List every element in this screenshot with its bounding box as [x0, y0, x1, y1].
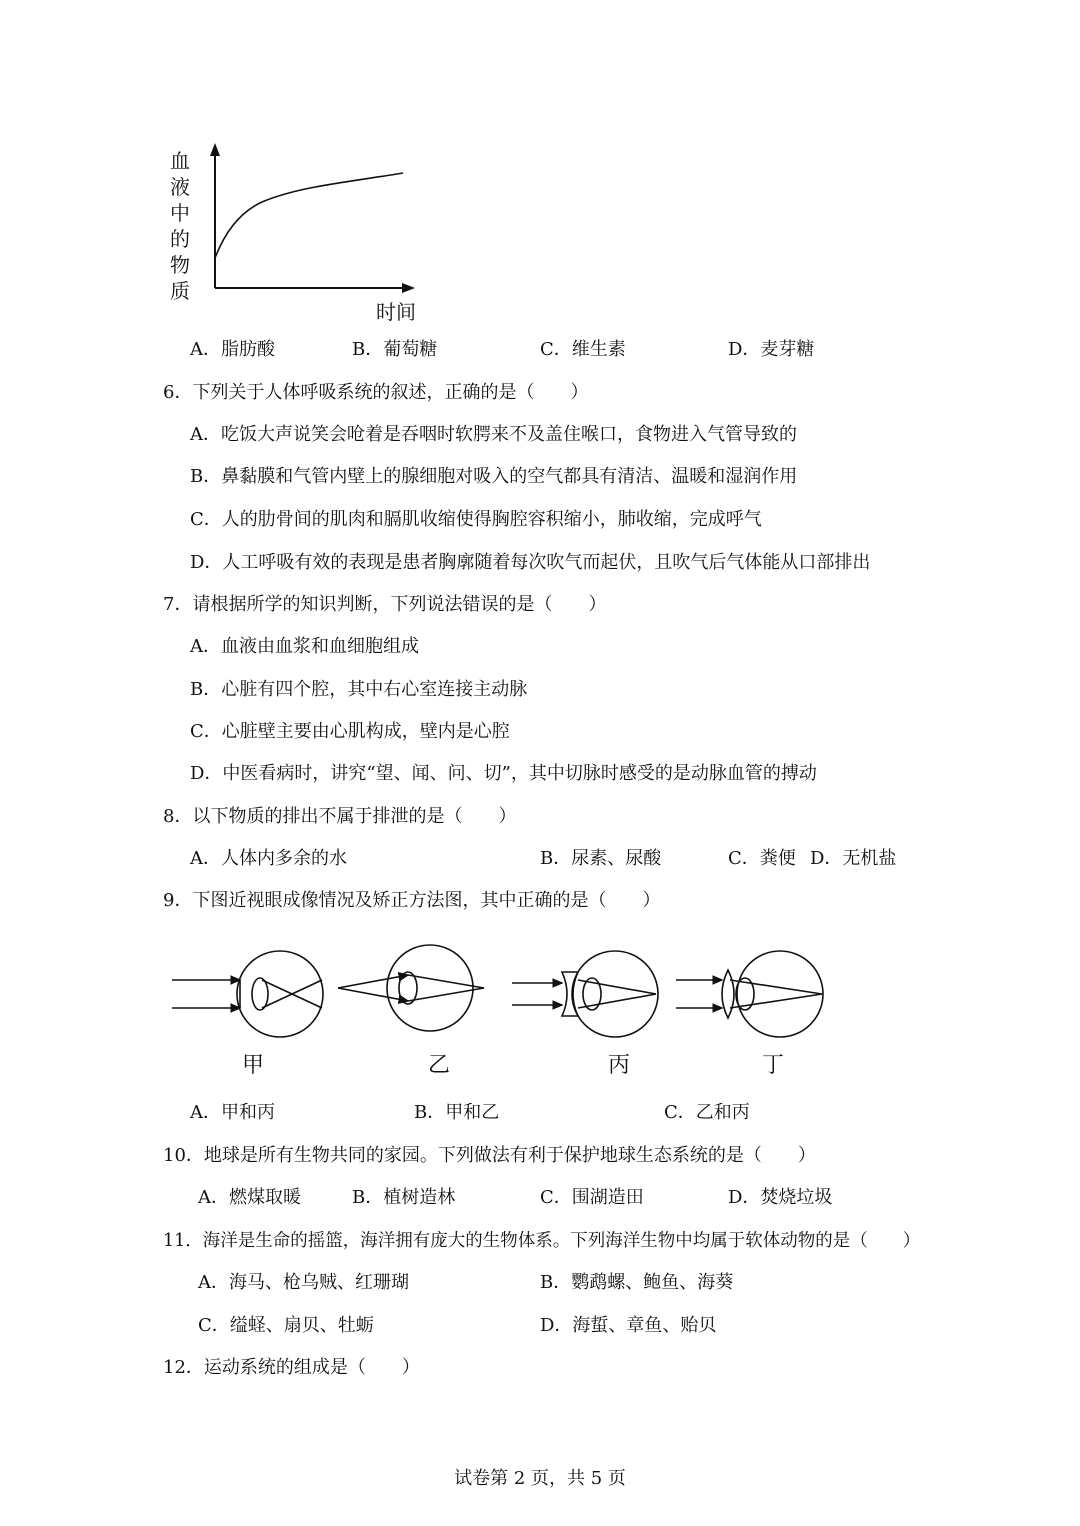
- eye-label-yi: 乙: [428, 1053, 451, 1078]
- q10-option-d: D．焚烧垃圾: [728, 1187, 833, 1208]
- q9-option-b: B．甲和乙: [414, 1102, 500, 1123]
- q7-option-b: B．心脏有四个腔，其中右心室连接主动脉: [190, 679, 528, 700]
- q6-option-c: C．人的肋骨间的肌肉和膈肌收缩使得胸腔容积缩小，肺收缩，完成呼气: [190, 509, 762, 530]
- q5-option-d: D．麦芽糖: [728, 339, 815, 360]
- chart-curve: [215, 173, 403, 258]
- q6-stem: 6．下列关于人体呼吸系统的叙述，正确的是（ ）: [163, 382, 589, 403]
- eye-diagram-bing: [512, 951, 658, 1037]
- chart-y-label-char: 液: [170, 175, 190, 199]
- eye-diagram-yi: [338, 945, 484, 1031]
- chart-x-arrow: [402, 283, 415, 293]
- q8-option-d: D．无机盐: [810, 848, 897, 869]
- eye-label-jia: 甲: [242, 1053, 265, 1078]
- q6-option-b: B．鼻黏膜和气管内壁上的腺细胞对吸入的空气都具有清洁、温暖和湿润作用: [190, 466, 798, 487]
- q5-option-c: C．维生素: [540, 339, 626, 360]
- eye-diagram-jia: [172, 951, 323, 1037]
- q7-option-a: A．血液由血浆和血细胞组成: [190, 636, 419, 657]
- chart-y-label-char: 物: [170, 253, 190, 277]
- q11-option-c: C．缢蛏、扇贝、牡蛎: [198, 1315, 374, 1336]
- q10-option-a: A．燃煤取暖: [198, 1187, 301, 1208]
- q6-option-d: D．人工呼吸有效的表现是患者胸廓随着每次吹气而起伏，且吹气后气体能从口部排出: [190, 552, 871, 573]
- chart-y-label-char: 血: [170, 149, 190, 173]
- chart-y-label-char: 的: [170, 227, 190, 251]
- eye-label-bing: 丙: [608, 1053, 631, 1078]
- chart-y-label-char: 中: [170, 201, 190, 225]
- q11-option-b: B．鹦鹉螺、鲍鱼、海葵: [540, 1272, 734, 1293]
- chart-y-label-char: 质: [170, 279, 190, 303]
- q5-option-a: A．脂肪酸: [190, 339, 275, 360]
- q8-stem: 8．以下物质的排出不属于排泄的是（ ）: [163, 806, 517, 827]
- q11-stem: 11．海洋是生命的摇篮，海洋拥有庞大的生物体系。下列海洋生物中均属于软体动物的是（ ）: [163, 1231, 921, 1251]
- q7-option-c: C．心脏壁主要由心肌构成，壁内是心腔: [190, 721, 510, 742]
- q11-option-a: A．海马、枪乌贼、红珊瑚: [198, 1272, 409, 1293]
- q7-option-d: D．中医看病时，讲究“望、闻、问、切”，其中切脉时感受的是动脉血管的搏动: [190, 763, 817, 784]
- chart-y-axis-label: [168, 148, 192, 304]
- q11-option-d: D．海蜇、章鱼、贻贝: [540, 1315, 717, 1336]
- q9-option-c: C．乙和丙: [664, 1102, 750, 1123]
- chart-x-axis-label: 时间: [376, 300, 416, 324]
- q12-stem: 12．运动系统的组成是（ ）: [163, 1357, 420, 1378]
- q10-option-c: C．围湖造田: [540, 1187, 644, 1208]
- q10-option-b: B．植树造林: [352, 1187, 456, 1208]
- eye-label-ding: 丁: [762, 1053, 785, 1078]
- chart-y-arrow: [210, 143, 220, 156]
- eye-diagram-ding: [676, 951, 823, 1037]
- q6-option-a: A．吃饭大声说笑会呛着是吞咽时软腭来不及盖住喉口，食物进入气管导致的: [190, 424, 797, 445]
- q7-stem: 7．请根据所学的知识判断，下列说法错误的是（ ）: [163, 594, 607, 615]
- q5-option-b: B．葡萄糖: [352, 339, 438, 360]
- q8-option-b: B．尿素、尿酸: [540, 848, 662, 869]
- q9-option-a: A．甲和丙: [190, 1102, 275, 1123]
- q9-stem: 9．下图近视眼成像情况及矫正方法图，其中正确的是（ ）: [163, 890, 661, 911]
- q10-stem: 10．地球是所有生物共同的家园。下列做法有利于保护地球生态系统的是（ ）: [163, 1145, 816, 1166]
- q8-option-a: A．人体内多余的水: [190, 848, 347, 869]
- q8-option-c: C．粪便: [728, 848, 796, 869]
- page-footer: 试卷第 2 页，共 5 页: [454, 1468, 626, 1489]
